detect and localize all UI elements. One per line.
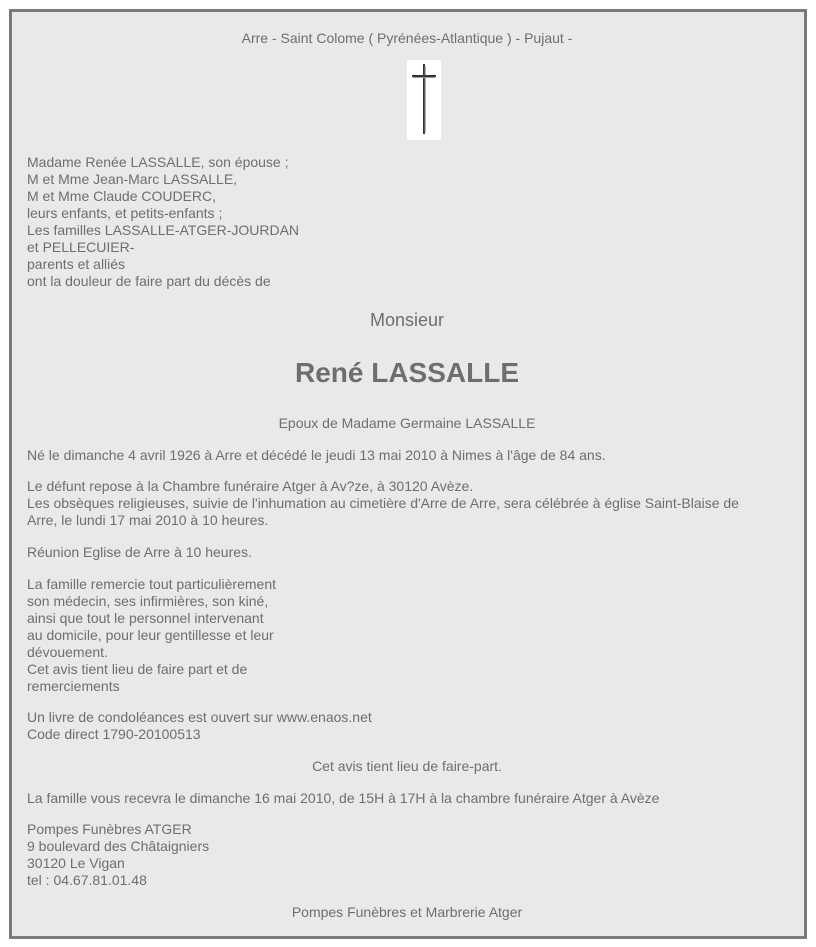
funeral-home-line: tel : 04.67.81.01.48	[27, 872, 147, 888]
thanks-line: remerciements	[27, 678, 120, 694]
thanks-line: son médecin, ses infirmières, son kiné,	[27, 593, 269, 609]
condolences-paragraph	[27, 709, 787, 743]
thanks-line: Cet avis tient lieu de faire part et de	[27, 661, 248, 677]
thanks-line: dévouement.	[27, 644, 108, 660]
rest-line: Arre, le lundi 17 mai 2010 à 10 heures.	[27, 512, 269, 528]
family-line: Madame Renée LASSALLE, son épouse ;	[27, 154, 289, 170]
funeral-home-address	[27, 821, 787, 889]
thanks-line: ainsi que tout le personnel intervenant	[27, 610, 264, 626]
family-line: M et Mme Jean-Marc LASSALLE,	[27, 171, 238, 187]
family-line: parents et alliés	[27, 256, 126, 272]
family-line: leurs enfants, et petits-enfants ;	[27, 205, 223, 221]
birth-death-line: Né le dimanche 4 avril 1926 à Arre et décédé le jeudi 13 mai 2010 à Nimes à l'âge de 84 ans.	[27, 447, 606, 463]
cross-image	[407, 60, 441, 140]
family-line: Les familles LASSALLE-ATGER-JOURDAN	[27, 222, 300, 238]
obituary-frame	[9, 9, 807, 939]
deceased-title: Monsieur	[369, 310, 445, 330]
funeral-home-line: 9 boulevard des Châtaigniers	[27, 838, 210, 854]
rest-line: Les obsèques religieuses, suivie de l'inhumation au cimetière d'Arre de Arre, sera célébrée à église Saint-Blaise de	[27, 495, 739, 511]
notice-line: Cet avis tient lieu de faire-part.	[312, 758, 502, 774]
condolences-line: Un livre de condoléances est ouvert sur www.enaos.net	[27, 709, 372, 725]
funeral-home-line: 30120 Le Vigan	[27, 855, 125, 871]
deceased-name: René LASSALLE	[294, 357, 520, 388]
location-header: Arre - Saint Colome ( Pyrénées-Atlantique ) - Pujaut -	[241, 30, 573, 46]
thanks-paragraph	[27, 576, 787, 695]
condolences-line: Code direct 1790-20100513	[27, 726, 201, 742]
family-line: M et Mme Claude COUDERC,	[27, 188, 217, 204]
cross-icon	[407, 60, 441, 140]
footer-signature: Pompes Funèbres et Marbrerie Atger	[291, 904, 523, 920]
thanks-line: au domicile, pour leur gentillesse et leur	[27, 627, 274, 643]
rest-line: Le défunt repose à la Chambre funéraire Atger à Av?ze, à 30120 Avèze.	[27, 478, 474, 494]
rest-paragraph	[27, 478, 787, 529]
family-line: ont la douleur de faire part du décès de	[27, 273, 271, 289]
spouse-line: Epoux de Madame Germaine LASSALLE	[278, 415, 536, 431]
reception-line: La famille vous recevra le dimanche 16 mai 2010, de 15H à 17H à la chambre funéraire Atger à Avèze	[27, 790, 660, 806]
reunion-line: Réunion Eglise de Arre à 10 heures.	[27, 544, 252, 560]
funeral-home-line: Pompes Funèbres ATGER	[27, 821, 192, 837]
thanks-line: La famille remercie tout particulièrement	[27, 576, 276, 592]
family-list	[27, 154, 787, 290]
family-line: et PELLECUIER-	[27, 239, 135, 255]
